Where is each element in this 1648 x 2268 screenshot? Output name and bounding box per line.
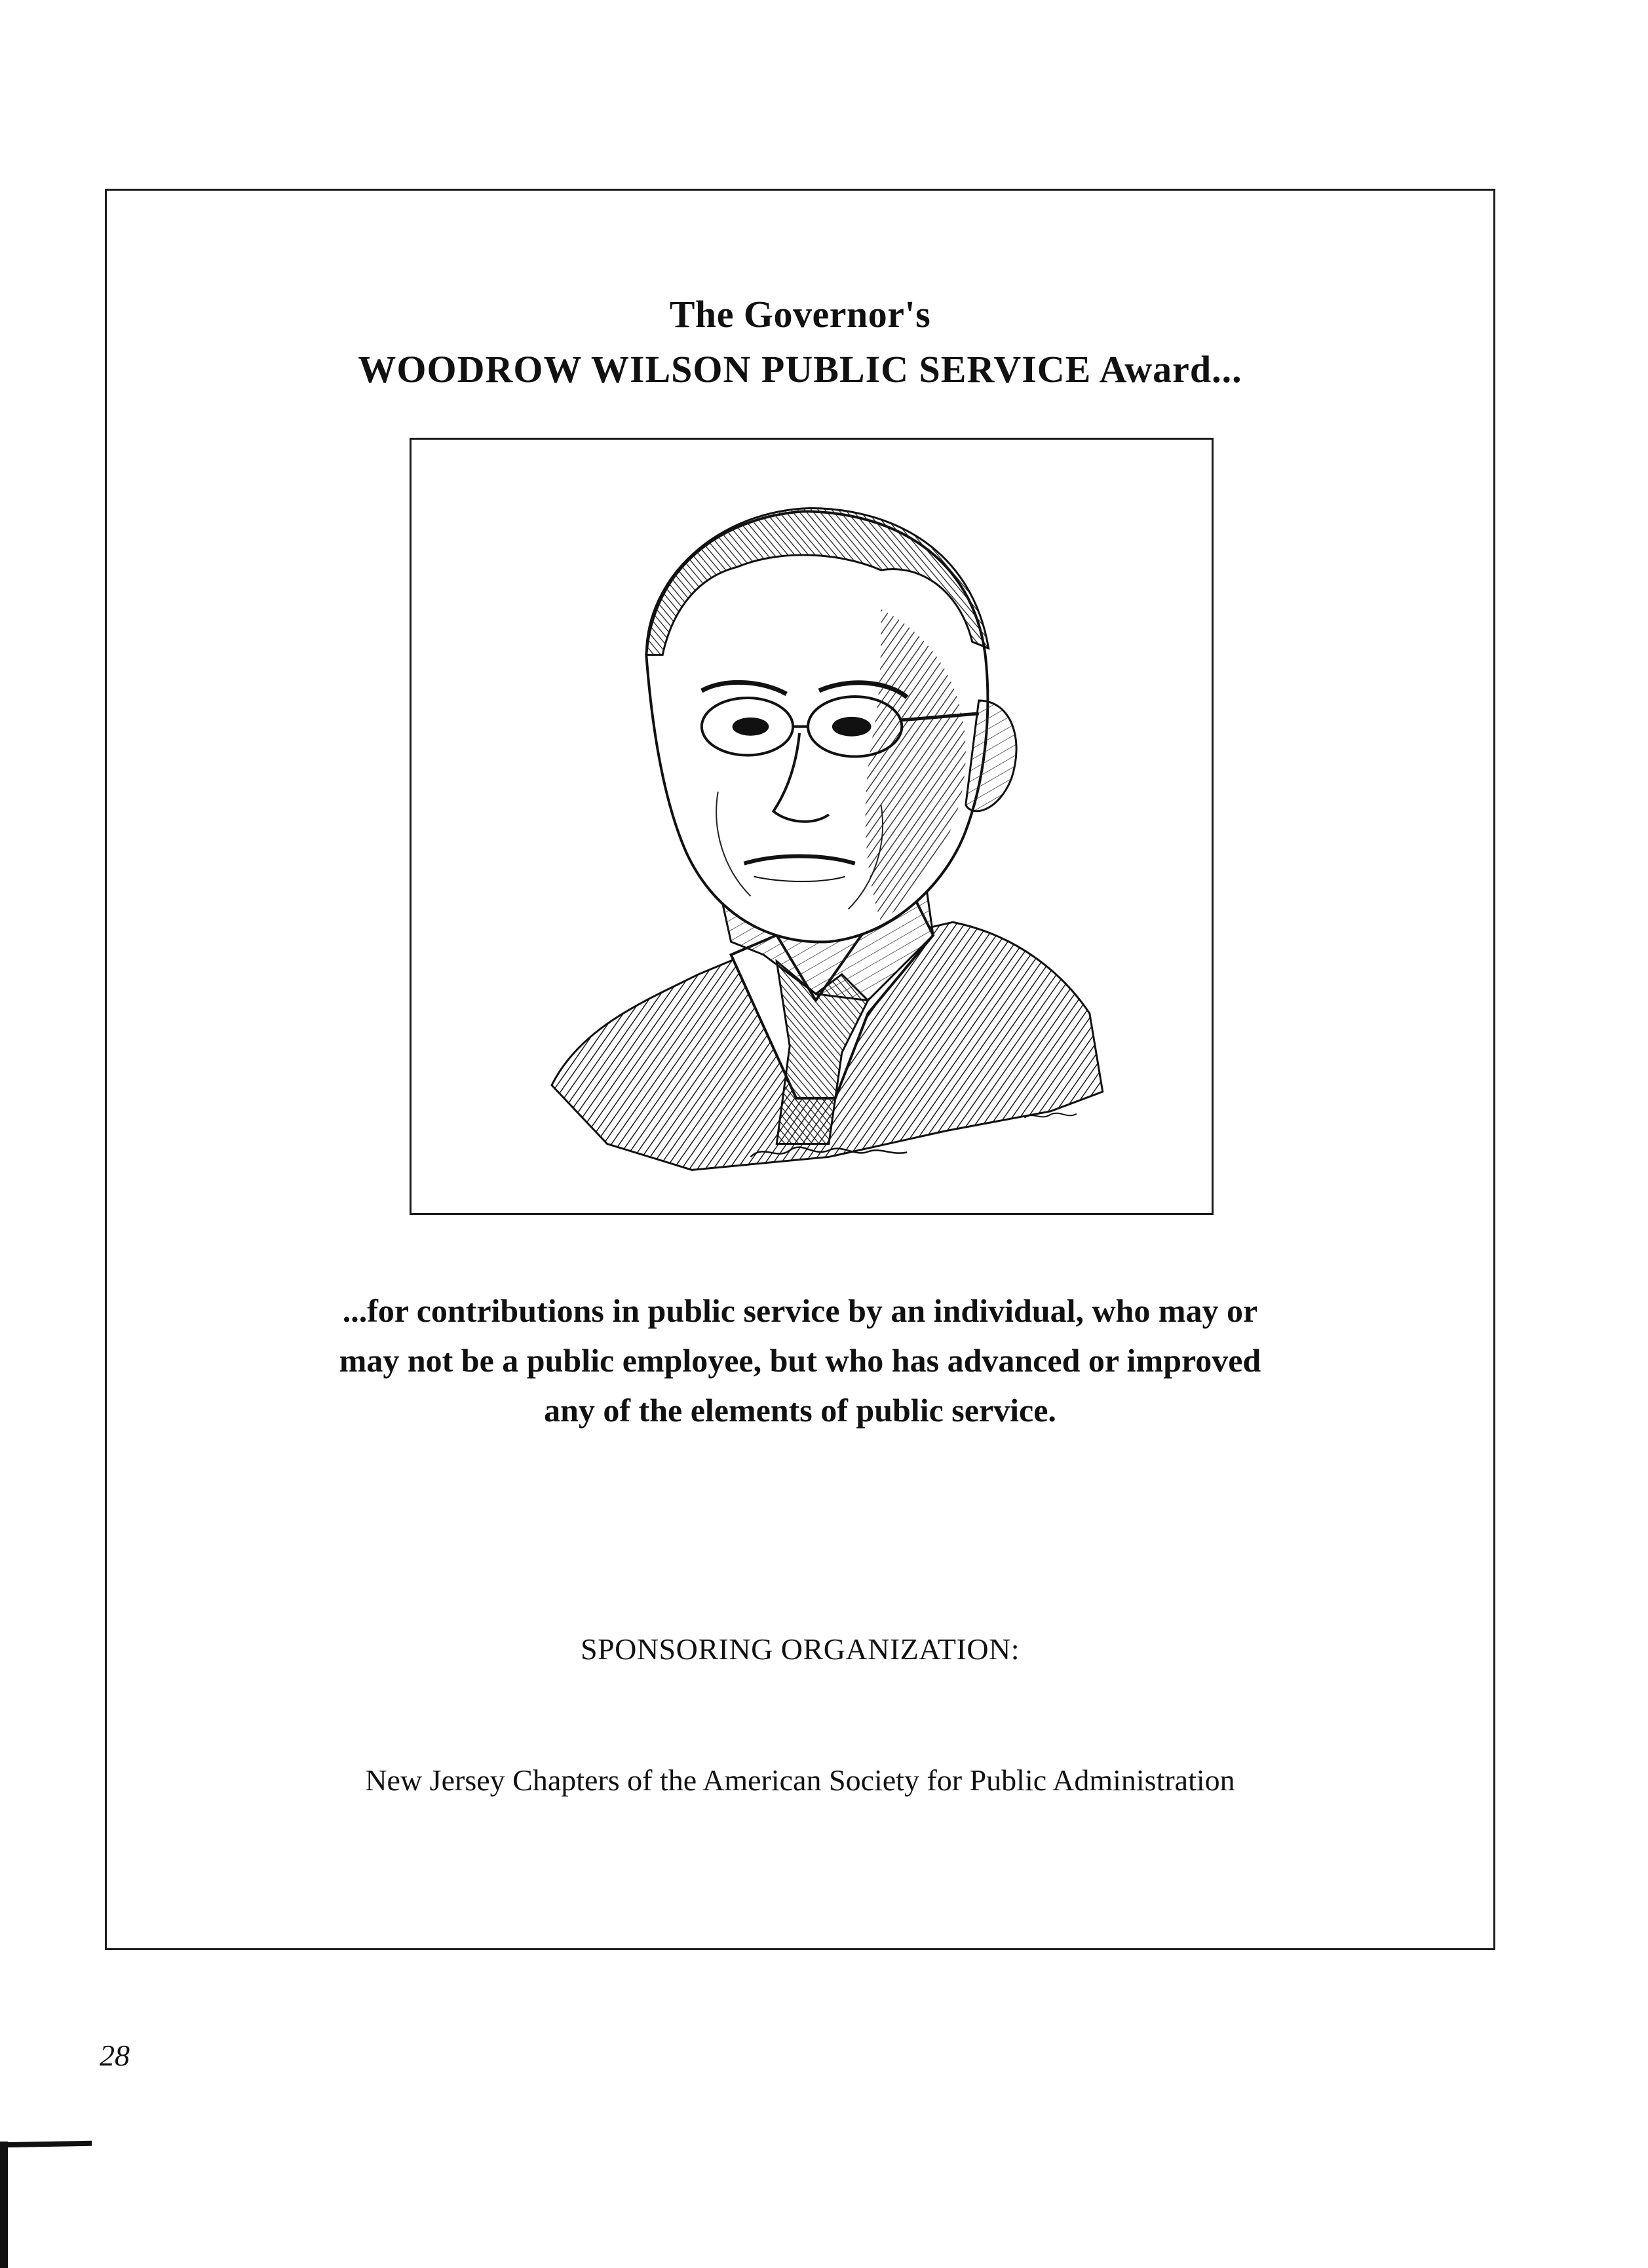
description-line-3: any of the elements of public service. — [544, 1392, 1056, 1429]
crop-corner-mark — [0, 2142, 98, 2268]
award-title: WOODROW WILSON PUBLIC SERVICE Award... — [358, 348, 1242, 391]
description-line-1: ...for contributions in public service by an individual, who may or — [342, 1292, 1258, 1329]
page-number: 28 — [100, 2039, 130, 2072]
sponsor-name: New Jersey Chapters of the American Society for Public Administration — [365, 1763, 1235, 1797]
crop-mark-vertical — [0, 2142, 8, 2268]
award-description — [105, 1286, 1495, 1435]
sponsor-label: SPONSORING ORGANIZATION: — [580, 1632, 1020, 1666]
description-line-2: may not be a public employee, but who has advanced or improved — [339, 1342, 1261, 1379]
woodrow-wilson-portrait-illustration — [412, 440, 1212, 1213]
award-heading-governor: The Governor's — [669, 293, 931, 336]
crop-mark-horizontal — [0, 2141, 92, 2147]
portrait-frame — [410, 438, 1214, 1215]
